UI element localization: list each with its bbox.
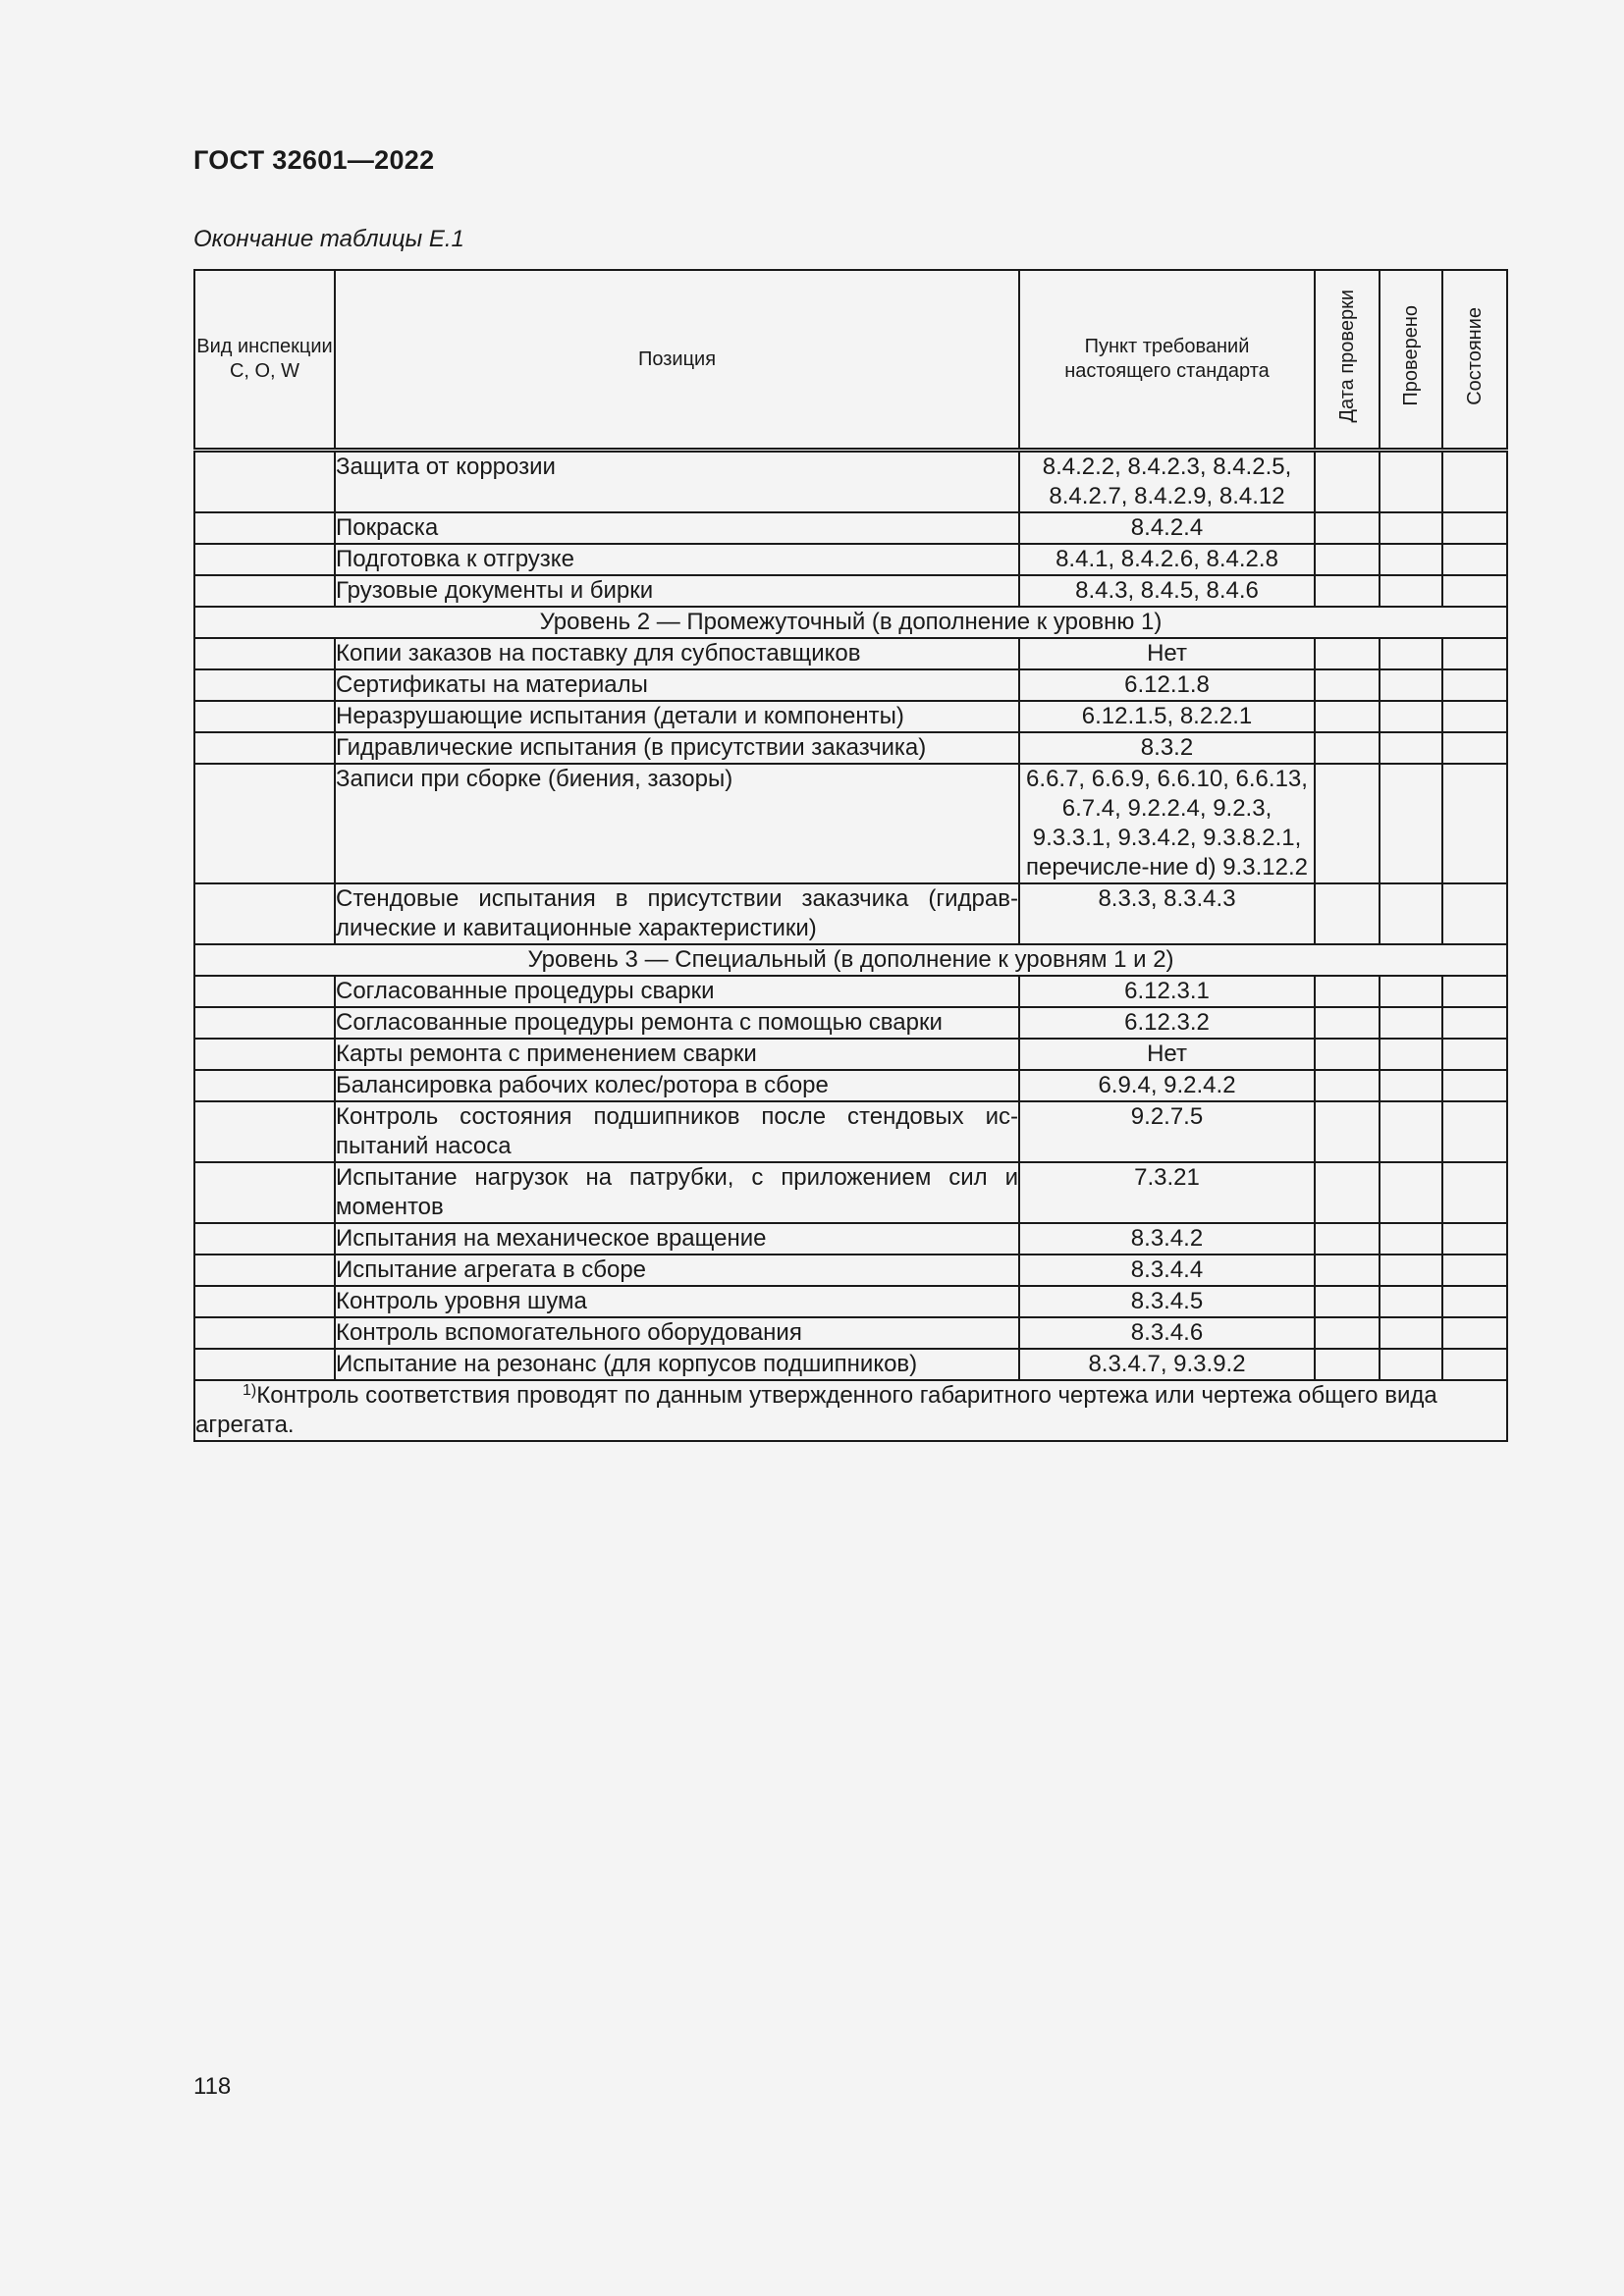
table-row bbox=[194, 732, 1507, 764]
level-heading: Уровень 3 — Специальный (в дополнение к уровням 1 и 2) bbox=[194, 944, 1507, 976]
cell-requirement: 8.3.4.6 bbox=[1019, 1317, 1315, 1349]
footnote-mark: 1) bbox=[243, 1382, 257, 1399]
cell-date bbox=[1315, 1286, 1380, 1317]
cell-checked bbox=[1380, 883, 1442, 944]
cell-state bbox=[1442, 1070, 1507, 1101]
cell-date bbox=[1315, 1317, 1380, 1349]
cell-requirement: 6.12.3.2 bbox=[1019, 1007, 1315, 1039]
cell-requirement: 8.3.2 bbox=[1019, 732, 1315, 764]
cell-state bbox=[1442, 1349, 1507, 1380]
table-row bbox=[194, 1255, 1507, 1286]
column-header-date bbox=[1315, 270, 1380, 451]
table-caption: Окончание таблицы Е.1 bbox=[193, 226, 464, 252]
cell-inspection-type bbox=[194, 575, 335, 607]
cell-requirement: 6.6.7, 6.6.9, 6.6.10, 6.6.13, 6.7.4, 9.2.2.4, 9.2.3, 9.3.3.1, 9.3.4.2, 9.3.8.2.1, перечисле-ние d) 9.3.12.2 bbox=[1019, 764, 1315, 883]
cell-requirement: 8.3.4.2 bbox=[1019, 1223, 1315, 1255]
cell-checked bbox=[1380, 764, 1442, 883]
cell-state bbox=[1442, 764, 1507, 883]
table-row bbox=[194, 1317, 1507, 1349]
cell-requirement: 6.12.1.5, 8.2.2.1 bbox=[1019, 701, 1315, 732]
cell-inspection-type bbox=[194, 883, 335, 944]
table-row bbox=[194, 1223, 1507, 1255]
table-row bbox=[194, 1007, 1507, 1039]
cell-requirement: 8.4.3, 8.4.5, 8.4.6 bbox=[1019, 575, 1315, 607]
cell-inspection-type bbox=[194, 1162, 335, 1223]
column-header-date-label: Дата проверки bbox=[1335, 289, 1358, 423]
cell-position: Покраска bbox=[335, 512, 1019, 544]
cell-position: Контроль уровня шума bbox=[335, 1286, 1019, 1317]
cell-date bbox=[1315, 669, 1380, 701]
cell-date bbox=[1315, 1223, 1380, 1255]
cell-inspection-type bbox=[194, 1039, 335, 1070]
table-row bbox=[194, 1286, 1507, 1317]
cell-requirement: 6.12.3.1 bbox=[1019, 976, 1315, 1007]
cell-state bbox=[1442, 451, 1507, 513]
cell-requirement: 7.3.21 bbox=[1019, 1162, 1315, 1223]
cell-requirement: 8.4.2.2, 8.4.2.3, 8.4.2.5, 8.4.2.7, 8.4.2.9, 8.4.12 bbox=[1019, 451, 1315, 513]
cell-inspection-type bbox=[194, 701, 335, 732]
cell-requirement: 8.3.4.5 bbox=[1019, 1286, 1315, 1317]
cell-checked bbox=[1380, 512, 1442, 544]
table-row bbox=[194, 638, 1507, 669]
cell-date bbox=[1315, 1101, 1380, 1162]
cell-state bbox=[1442, 732, 1507, 764]
level-row bbox=[194, 607, 1507, 638]
cell-position: Контроль вспомогательного оборудования bbox=[335, 1317, 1019, 1349]
cell-inspection-type bbox=[194, 1007, 335, 1039]
cell-date bbox=[1315, 575, 1380, 607]
cell-inspection-type bbox=[194, 1101, 335, 1162]
cell-position: Балансировка рабочих колес/ротора в сборе bbox=[335, 1070, 1019, 1101]
cell-position: Защита от коррозии bbox=[335, 451, 1019, 513]
cell-inspection-type bbox=[194, 669, 335, 701]
cell-position: Испытание нагрузок на патрубки, с приложением сил и моментов bbox=[335, 1162, 1019, 1223]
cell-requirement: 9.2.7.5 bbox=[1019, 1101, 1315, 1162]
cell-requirement: Нет bbox=[1019, 1039, 1315, 1070]
cell-checked bbox=[1380, 1349, 1442, 1380]
cell-state bbox=[1442, 669, 1507, 701]
cell-date bbox=[1315, 1349, 1380, 1380]
cell-requirement: 6.12.1.8 bbox=[1019, 669, 1315, 701]
table-row bbox=[194, 669, 1507, 701]
cell-checked bbox=[1380, 575, 1442, 607]
table-row bbox=[194, 451, 1507, 513]
table-row bbox=[194, 764, 1507, 883]
cell-date bbox=[1315, 883, 1380, 944]
cell-position: Стендовые испытания в присутствии заказчика (гидрав-лические и кавитационные характеристики) bbox=[335, 883, 1019, 944]
cell-inspection-type bbox=[194, 512, 335, 544]
cell-requirement: Нет bbox=[1019, 638, 1315, 669]
cell-position: Гидравлические испытания (в присутствии заказчика) bbox=[335, 732, 1019, 764]
cell-position: Грузовые документы и бирки bbox=[335, 575, 1019, 607]
table-row bbox=[194, 883, 1507, 944]
column-header-type: Вид инспекции С, О, W bbox=[194, 270, 335, 451]
column-header-checked-label: Проверено bbox=[1399, 305, 1422, 406]
footnote-text: Контроль соответствия проводят по данным утвержденного габаритного чертежа или чертежа общего вида агрегата. bbox=[195, 1382, 1437, 1438]
cell-position: Копии заказов на поставку для субпоставщиков bbox=[335, 638, 1019, 669]
cell-state bbox=[1442, 1255, 1507, 1286]
footnote-row bbox=[194, 1380, 1507, 1441]
cell-position: Подготовка к отгрузке bbox=[335, 544, 1019, 575]
cell-date bbox=[1315, 701, 1380, 732]
cell-state bbox=[1442, 1317, 1507, 1349]
cell-requirement: 6.9.4, 9.2.4.2 bbox=[1019, 1070, 1315, 1101]
cell-state bbox=[1442, 1286, 1507, 1317]
cell-state bbox=[1442, 976, 1507, 1007]
table-row bbox=[194, 1162, 1507, 1223]
cell-checked bbox=[1380, 976, 1442, 1007]
cell-inspection-type bbox=[194, 976, 335, 1007]
table-body bbox=[194, 451, 1507, 1381]
column-header-checked bbox=[1380, 270, 1442, 451]
table-header-row bbox=[194, 270, 1507, 451]
cell-checked bbox=[1380, 1007, 1442, 1039]
cell-position: Испытание агрегата в сборе bbox=[335, 1255, 1019, 1286]
cell-date bbox=[1315, 1070, 1380, 1101]
cell-inspection-type bbox=[194, 1317, 335, 1349]
cell-checked bbox=[1380, 544, 1442, 575]
cell-position: Согласованные процедуры сварки bbox=[335, 976, 1019, 1007]
cell-requirement: 8.4.1, 8.4.2.6, 8.4.2.8 bbox=[1019, 544, 1315, 575]
level-heading: Уровень 2 — Промежуточный (в дополнение к уровню 1) bbox=[194, 607, 1507, 638]
cell-checked bbox=[1380, 1286, 1442, 1317]
level-row bbox=[194, 944, 1507, 976]
cell-checked bbox=[1380, 732, 1442, 764]
cell-requirement: 8.4.2.4 bbox=[1019, 512, 1315, 544]
cell-requirement: 8.3.4.7, 9.3.9.2 bbox=[1019, 1349, 1315, 1380]
cell-checked bbox=[1380, 1070, 1442, 1101]
cell-inspection-type bbox=[194, 1255, 335, 1286]
cell-inspection-type bbox=[194, 1349, 335, 1380]
cell-checked bbox=[1380, 701, 1442, 732]
inspection-table bbox=[193, 269, 1508, 1442]
cell-position: Неразрушающие испытания (детали и компоненты) bbox=[335, 701, 1019, 732]
cell-date bbox=[1315, 1007, 1380, 1039]
cell-position: Испытания на механическое вращение bbox=[335, 1223, 1019, 1255]
cell-inspection-type bbox=[194, 1286, 335, 1317]
table-row bbox=[194, 1039, 1507, 1070]
cell-inspection-type bbox=[194, 451, 335, 513]
cell-checked bbox=[1380, 1101, 1442, 1162]
table-row bbox=[194, 976, 1507, 1007]
cell-date bbox=[1315, 976, 1380, 1007]
cell-position: Испытание на резонанс (для корпусов подшипников) bbox=[335, 1349, 1019, 1380]
cell-checked bbox=[1380, 638, 1442, 669]
cell-inspection-type bbox=[194, 544, 335, 575]
cell-date bbox=[1315, 1162, 1380, 1223]
cell-date bbox=[1315, 512, 1380, 544]
cell-state bbox=[1442, 1039, 1507, 1070]
document-header: ГОСТ 32601—2022 bbox=[193, 145, 435, 175]
table-row bbox=[194, 575, 1507, 607]
cell-inspection-type bbox=[194, 638, 335, 669]
table-row bbox=[194, 1070, 1507, 1101]
cell-state bbox=[1442, 1101, 1507, 1162]
table-row bbox=[194, 1101, 1507, 1162]
cell-position: Согласованные процедуры ремонта с помощью сварки bbox=[335, 1007, 1019, 1039]
cell-state bbox=[1442, 883, 1507, 944]
cell-checked bbox=[1380, 1223, 1442, 1255]
cell-state bbox=[1442, 638, 1507, 669]
cell-state bbox=[1442, 1162, 1507, 1223]
cell-checked bbox=[1380, 669, 1442, 701]
cell-position: Карты ремонта с применением сварки bbox=[335, 1039, 1019, 1070]
cell-date bbox=[1315, 1255, 1380, 1286]
cell-inspection-type bbox=[194, 732, 335, 764]
cell-state bbox=[1442, 575, 1507, 607]
table-row bbox=[194, 512, 1507, 544]
page-number: 118 bbox=[193, 2073, 232, 2100]
cell-position: Контроль состояния подшипников после стендовых ис-пытаний насоса bbox=[335, 1101, 1019, 1162]
cell-date bbox=[1315, 544, 1380, 575]
cell-date bbox=[1315, 1039, 1380, 1070]
column-header-state bbox=[1442, 270, 1507, 451]
cell-state bbox=[1442, 701, 1507, 732]
cell-position: Записи при сборке (биения, зазоры) bbox=[335, 764, 1019, 883]
cell-checked bbox=[1380, 1255, 1442, 1286]
column-header-requirement: Пункт требований настоящего стандарта bbox=[1019, 270, 1315, 451]
cell-checked bbox=[1380, 1162, 1442, 1223]
cell-checked bbox=[1380, 1039, 1442, 1070]
table-row bbox=[194, 544, 1507, 575]
footnote bbox=[194, 1380, 1507, 1441]
cell-date bbox=[1315, 638, 1380, 669]
column-header-state-label: Состояние bbox=[1463, 306, 1486, 405]
cell-state bbox=[1442, 1007, 1507, 1039]
cell-inspection-type bbox=[194, 1223, 335, 1255]
cell-checked bbox=[1380, 451, 1442, 513]
cell-requirement: 8.3.3, 8.3.4.3 bbox=[1019, 883, 1315, 944]
cell-date bbox=[1315, 764, 1380, 883]
cell-requirement: 8.3.4.4 bbox=[1019, 1255, 1315, 1286]
cell-date bbox=[1315, 732, 1380, 764]
cell-position: Сертификаты на материалы bbox=[335, 669, 1019, 701]
table-row bbox=[194, 701, 1507, 732]
cell-state bbox=[1442, 512, 1507, 544]
table-row bbox=[194, 1349, 1507, 1380]
cell-inspection-type bbox=[194, 1070, 335, 1101]
cell-state bbox=[1442, 1223, 1507, 1255]
cell-checked bbox=[1380, 1317, 1442, 1349]
cell-inspection-type bbox=[194, 764, 335, 883]
cell-date bbox=[1315, 451, 1380, 513]
cell-state bbox=[1442, 544, 1507, 575]
column-header-position: Позиция bbox=[335, 270, 1019, 451]
